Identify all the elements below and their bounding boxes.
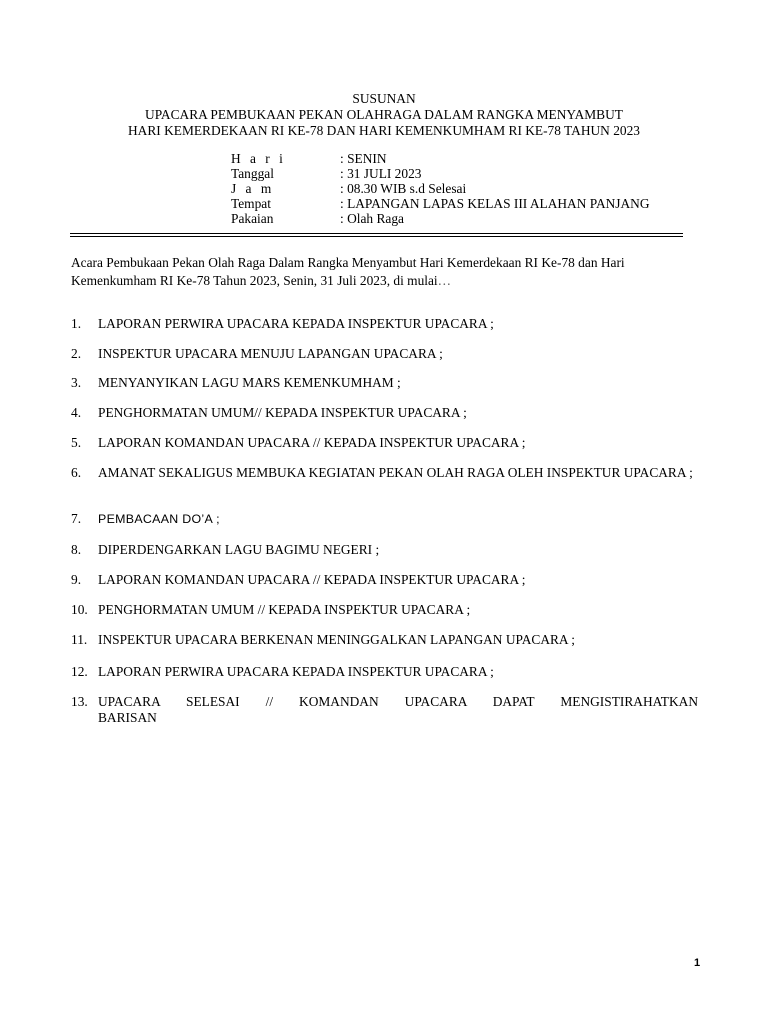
item-text: DIPERDENGARKAN LAGU BAGIMU NEGERI ; xyxy=(98,542,380,557)
item-number: 11. xyxy=(71,632,88,647)
item-text: LAPORAN PERWIRA UPACARA KEPADA INSPEKTUR UPACARA ; xyxy=(98,316,494,331)
item-number: 3. xyxy=(71,375,82,390)
title-line-2: UPACARA PEMBUKAAN PEKAN OLAHRAGA DALAM RANGKA MENYAMBUT xyxy=(145,107,623,122)
info-value: : 08.30 WIB s.d Selesai xyxy=(340,181,467,196)
info-label: Tanggal xyxy=(231,166,274,181)
info-row-place xyxy=(231,196,711,211)
info-row-day xyxy=(231,151,711,166)
item-number: 6. xyxy=(71,465,82,480)
info-label: H a r i xyxy=(231,151,286,166)
info-row-attire xyxy=(231,211,711,226)
info-label: Tempat xyxy=(231,196,271,211)
title-line-1: SUSUNAN xyxy=(352,91,416,106)
item-number: 4. xyxy=(71,405,82,420)
agenda-item xyxy=(71,632,698,648)
agenda-item xyxy=(71,572,698,588)
item-number: 8. xyxy=(71,542,82,557)
divider-line-top xyxy=(70,233,683,234)
item-text: PENGHORMATAN UMUM// KEPADA INSPEKTUR UPACARA ; xyxy=(98,405,467,420)
info-value: : 31 JULI 2023 xyxy=(340,166,422,181)
item-text: PENGHORMATAN UMUM // KEPADA INSPEKTUR UPACARA ; xyxy=(98,602,471,617)
info-value: : LAPANGAN LAPAS KELAS III ALAHAN PANJANG xyxy=(340,196,650,211)
item-text-line-2: BARISAN xyxy=(98,710,157,725)
agenda-item xyxy=(71,316,698,332)
item-text: MENYANYIKAN LAGU MARS KEMENKUMHAM ; xyxy=(98,375,401,390)
divider-line-bottom xyxy=(70,236,683,237)
item-text-line-1: UPACARA SELESAI // KOMANDAN UPACARA DAPAT MENGISTIRAHATKAN xyxy=(98,694,698,709)
event-info xyxy=(231,151,711,226)
item-number: 12. xyxy=(71,664,88,679)
info-row-time xyxy=(231,181,711,196)
agenda-item xyxy=(71,694,698,726)
intro-paragraph xyxy=(71,254,701,290)
agenda-item xyxy=(71,375,698,391)
intro-text: Acara Pembukaan Pekan Olah Raga Dalam Rangka Menyambut Hari Kemerdekaan RI Ke-78 dan Hari Kemenkumham RI Ke-78 Tahun 2023, Senin, 31 Juli 2023, di mulai xyxy=(71,255,625,288)
agenda-item xyxy=(71,465,698,481)
item-text: AMANAT SEKALIGUS MEMBUKA KEGIATAN PEKAN OLAH RAGA OLEH INSPEKTUR UPACARA ; xyxy=(98,465,693,480)
intro-ellipsis: … xyxy=(437,273,452,288)
item-number: 10. xyxy=(71,602,88,617)
title-line-3: HARI KEMERDEKAAN RI KE-78 DAN HARI KEMENKUMHAM RI KE-78 TAHUN 2023 xyxy=(128,123,640,138)
page-number: 1 xyxy=(693,957,701,969)
agenda-item xyxy=(71,664,698,680)
info-value: : SENIN xyxy=(340,151,387,166)
item-text: LAPORAN KOMANDAN UPACARA // KEPADA INSPEKTUR UPACARA ; xyxy=(98,572,526,587)
info-label: J a m xyxy=(231,181,275,196)
document-title xyxy=(0,91,768,139)
agenda-item xyxy=(71,405,698,421)
item-number: 2. xyxy=(71,346,82,361)
item-text: INSPEKTUR UPACARA MENUJU LAPANGAN UPACARA ; xyxy=(98,346,443,361)
agenda-item xyxy=(71,542,698,558)
agenda-item xyxy=(71,346,698,362)
item-text: PEMBACAAN DO’A ; xyxy=(98,512,220,526)
info-label: Pakaian xyxy=(231,211,274,226)
item-text: LAPORAN KOMANDAN UPACARA // KEPADA INSPEKTUR UPACARA ; xyxy=(98,435,526,450)
info-row-date xyxy=(231,166,711,181)
item-number: 9. xyxy=(71,572,82,587)
item-text: INSPEKTUR UPACARA BERKENAN MENINGGALKAN LAPANGAN UPACARA ; xyxy=(98,632,575,647)
item-number: 7. xyxy=(71,511,82,526)
item-number: 1. xyxy=(71,316,82,331)
item-number: 13. xyxy=(71,694,88,709)
info-value: : Olah Raga xyxy=(340,211,404,226)
item-text xyxy=(98,694,698,726)
item-number: 5. xyxy=(71,435,82,450)
agenda-item xyxy=(71,435,698,451)
item-text: LAPORAN PERWIRA UPACARA KEPADA INSPEKTUR UPACARA ; xyxy=(98,664,494,679)
agenda-item xyxy=(71,511,698,527)
agenda-item xyxy=(71,602,698,618)
